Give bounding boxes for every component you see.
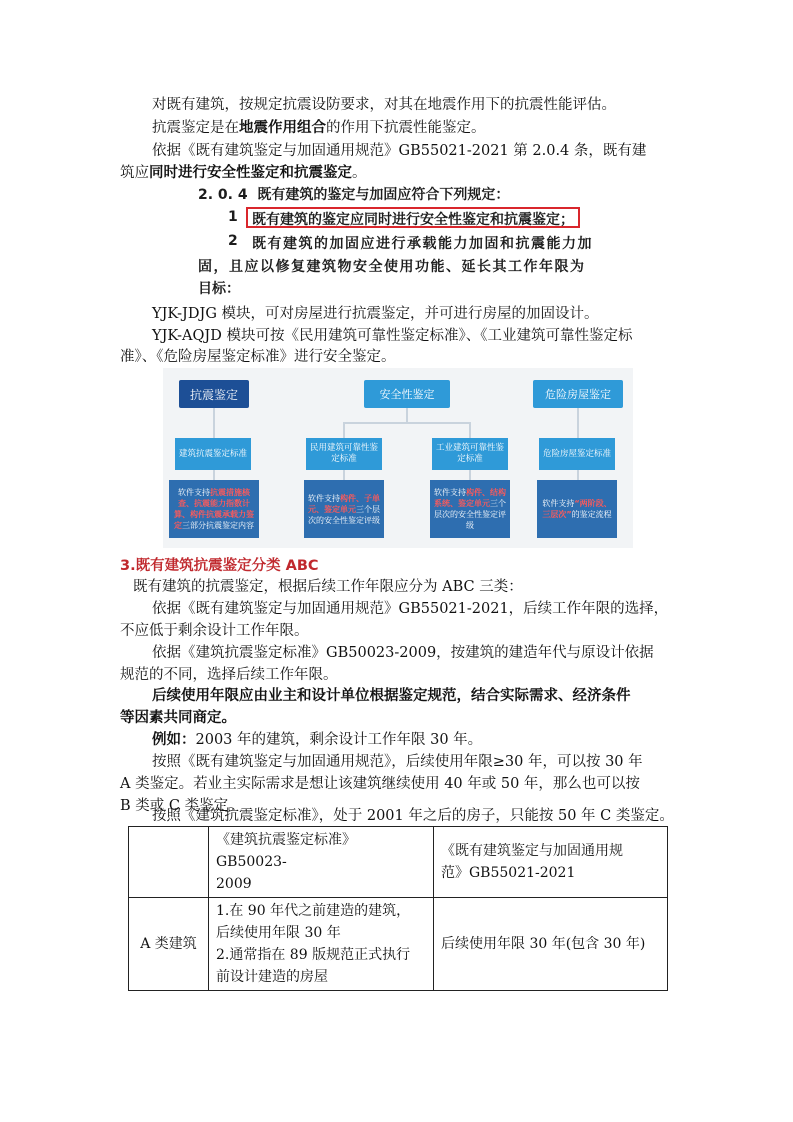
example-label: 例如： [152, 732, 196, 748]
text: 筑应 [120, 165, 149, 181]
text: 的作用下抗震性能鉴定。 [326, 120, 486, 136]
cell-line: 《建筑抗震鉴定标准》GB50023- [216, 832, 356, 870]
node-seismic-software-support [169, 480, 259, 538]
node-seismic-appraisal: 抗震鉴定 [179, 380, 249, 408]
node-text [308, 493, 380, 526]
clause-title: 既有建筑的鉴定与加固应符合下列规定： [257, 187, 510, 203]
text: 。 [352, 165, 367, 181]
table-header-gb55021 [434, 827, 668, 898]
connector-line [343, 422, 345, 438]
cell-line: 范》GB55021-2021 [441, 865, 576, 881]
node-industrial-software-support [430, 480, 510, 538]
node-seismic-standard: 建筑抗震鉴定标准 [175, 438, 251, 470]
node-text [541, 498, 613, 520]
cell-line: 前设计建造的房屋 [216, 969, 328, 985]
node-dangerous-building-appraisal: 危险房屋鉴定 [533, 380, 623, 408]
node-civil-software-support [304, 480, 384, 538]
text: 软件支持 [434, 488, 466, 497]
node-dangerous-software-support [537, 480, 617, 538]
table-row [129, 898, 668, 991]
connector-line [406, 408, 408, 422]
connector-line [577, 408, 579, 438]
paragraph-class-choice-line1: 按照《既有建筑鉴定与加固通用规范》，后续使用年限≥30 年，可以按 30 年 [152, 754, 643, 770]
paragraph-gb55021-line1: 依据《既有建筑鉴定与加固通用规范》GB55021-2021，后续工作年限的选择， [152, 601, 669, 617]
table-cell-gb55021-a: 后续使用年限 30 年(包含 30 年) [434, 898, 668, 991]
clause-item-2-line1: 既有建筑的加固应进行承载能力加固和抗震能力加 [252, 236, 593, 252]
paragraph-class-c-rule: 按照《建筑抗震鉴定标准》，处于 2001 年之后的房子，只能按 50 年 C 类鉴定。 [152, 808, 674, 824]
appraisal-flow-diagram [163, 368, 633, 548]
node-dangerous-building-standard: 危险房屋鉴定标准 [539, 438, 615, 470]
table-cell-gb50023-a [209, 898, 434, 991]
clause-item-2-line3: 目标： [198, 281, 240, 297]
paragraph-abc-classes: 既有建筑的抗震鉴定，根据后续工作年限应分为 ABC 三类： [133, 579, 523, 595]
text: 软件支持 [178, 488, 210, 497]
highlight-text: 构件、结构系统、鉴定单元 [434, 488, 506, 508]
connector-line [469, 470, 471, 480]
node-text [434, 487, 506, 531]
cell-line: 后续使用年限 30 年 [216, 925, 341, 941]
node-safety-appraisal: 安全性鉴定 [364, 380, 450, 408]
bold-text: 地震作用组合 [239, 119, 326, 136]
paragraph-gb50023-line1: 依据《建筑抗震鉴定标准》GB50023-2009，按建筑的建造年代与原设计依据 [152, 645, 654, 661]
node-civil-reliability-standard: 民用建筑可靠性鉴定标准 [306, 438, 382, 470]
text: 三部分抗震鉴定内容 [182, 521, 254, 530]
paragraph-code-reference-line1: 依据《既有建筑鉴定与加固通用规范》GB55021-2021 第 2.0.4 条，既有建 [152, 143, 647, 159]
connector-line [343, 422, 471, 424]
table-cell-empty [129, 827, 209, 898]
section-heading: 3.既有建筑抗震鉴定分类 ABC [120, 558, 319, 574]
connector-line [577, 470, 579, 480]
paragraph-aqjd-module-line1: YJK-AQJD 模块可按《民用建筑可靠性鉴定标准》、《工业建筑可靠性鉴定标 [152, 328, 633, 344]
text: 2003 年的建筑，剩余设计工作年限 30 年。 [195, 732, 483, 748]
table-header-gb50023 [209, 827, 434, 898]
classification-table [128, 826, 668, 991]
text: 抗震鉴定是在 [152, 120, 239, 136]
highlight-text: 抗震措施核查、抗震能力指数计算、构件抗震承载力鉴定 [174, 488, 254, 530]
cell-line: 《既有建筑鉴定与加固通用规 [441, 843, 623, 859]
highlight-text: “两阶段、三层次” [542, 499, 612, 519]
paragraph-aqjd-module-line2: 准》、《危险房屋鉴定标准》进行安全鉴定。 [120, 349, 396, 365]
connector-line [213, 470, 215, 480]
paragraph-gb55021-line2: 不应低于剩余设计工作年限。 [120, 623, 309, 639]
text: 软件支持 [308, 493, 340, 503]
bold-text: 同时进行安全性鉴定和抗震鉴定 [149, 165, 352, 181]
clause-number: 2. 0. 4 [198, 187, 248, 203]
paragraph-seismic-combination [152, 118, 486, 138]
code-clause-figure [198, 182, 634, 297]
paragraph-code-reference-line2 [120, 163, 367, 183]
cell-line: 2.通常指在 89 版规范正式执行 [216, 947, 411, 963]
table-row [129, 827, 668, 898]
text: 的鉴定流程 [571, 510, 612, 519]
highlight-text: 构件、子单元、鉴定单元 [308, 493, 380, 514]
node-industrial-reliability-standard: 工业建筑可靠性鉴定标准 [432, 438, 508, 470]
paragraph-example [152, 730, 482, 750]
text: 三个层次的安全性鉴定评级 [434, 499, 506, 530]
paragraph-definition: 对既有建筑，按规定抗震设防要求，对其在地震作用下的抗震性能评估。 [152, 97, 616, 113]
connector-line [213, 408, 215, 438]
connector-line [343, 470, 345, 480]
clause-item-1-number: 1 [228, 209, 238, 225]
node-text [173, 487, 255, 531]
paragraph-owner-agreement-line1: 后续使用年限应由业主和设计单位根据鉴定规范，结合实际需求、经济条件 [152, 688, 631, 704]
paragraph-class-choice-line2: A 类鉴定。若业主实际需求是想让该建筑继续使用 40 年或 50 年，那么也可以按 [120, 776, 640, 792]
clause-item-2-number: 2 [228, 233, 238, 249]
text: 软件支持 [542, 499, 575, 508]
paragraph-class-choice-line3: B 类或 C 类鉴定。 [120, 798, 243, 814]
clause-item-1-text: 既有建筑的鉴定应同时进行安全性鉴定和抗震鉴定； [252, 212, 574, 228]
paragraph-owner-agreement-line2: 等因素共同商定。 [120, 710, 236, 726]
text: 三个层次的安全性鉴定评级 [308, 504, 380, 525]
clause-title-row [198, 184, 509, 204]
clause-item-2-line2: 固，且应以修复建筑物安全使用功能、延长其工作年限为 [198, 259, 586, 275]
cell-line: 2009 [216, 876, 252, 892]
cell-line: 1.在 90 年代之前建造的建筑， [216, 903, 411, 919]
connector-line [469, 422, 471, 438]
paragraph-jdjg-module: YJK-JDJG 模块，可对房屋进行抗震鉴定，并可进行房屋的加固设计。 [152, 306, 599, 322]
table-row-label: A 类建筑 [129, 898, 209, 991]
paragraph-gb50023-line2: 规范的不同，选择后续工作年限。 [120, 667, 338, 683]
